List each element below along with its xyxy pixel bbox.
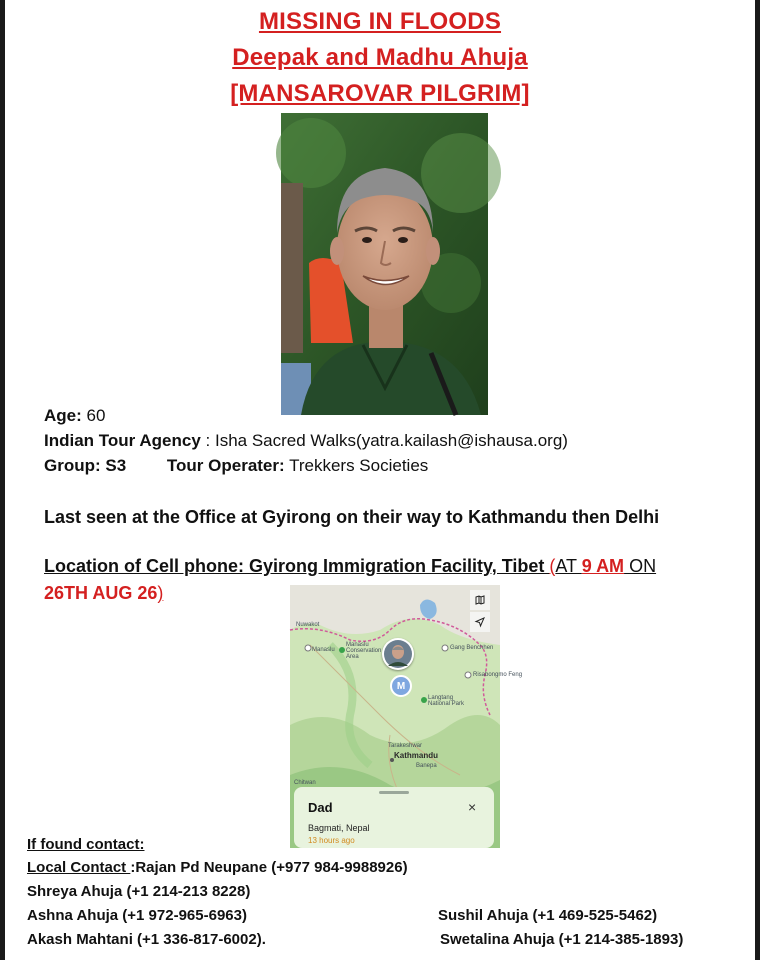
local-contact-value: :Rajan Pd Neupane (+977 984-9988926) (130, 859, 408, 876)
location-prefix: Location of Cell phone: Gyirong Immigration Facility, Tibet (44, 556, 550, 576)
agency-row (44, 431, 568, 451)
location-date: 26TH AUG 26 (44, 583, 158, 603)
marker-badge[interactable]: M (390, 675, 412, 697)
location-on: ON (624, 556, 657, 576)
card-grabber[interactable] (379, 791, 409, 794)
portrait-illustration (281, 113, 488, 415)
missing-person-photo (281, 113, 488, 415)
contact-akash: Akash Mahtani (+1 336-817-6002). (27, 931, 266, 948)
map-label-nuwakot: Nuwakot (296, 622, 320, 628)
location-line (44, 556, 656, 577)
avatar-pin[interactable] (382, 638, 414, 670)
headline-names: Deepak and Madhu Ahuja (232, 44, 528, 71)
location-time: 9 AM (581, 556, 625, 576)
operator-label: Tour Operater: (166, 456, 285, 475)
card-place: Bagmati, Nepal (308, 823, 370, 833)
group-label: Group: S3 (44, 456, 127, 475)
map-label-banepa: Banepa (416, 763, 437, 769)
age-row (44, 406, 105, 426)
map-layers-icon[interactable] (470, 590, 490, 610)
location-paren-open: ( (549, 556, 556, 576)
map-label-gang: Gang Benchhen (450, 645, 494, 651)
map-label-manaslu: Manaslu (312, 647, 335, 653)
headline-missing: MISSING IN FLOODS (258, 8, 502, 35)
location-at: AT (555, 556, 582, 576)
right-edge (755, 0, 760, 960)
age-value: 60 (81, 406, 106, 425)
agency-label: Indian Tour Agency (44, 431, 201, 450)
map-label-langtang: Langtang National Park (428, 695, 465, 707)
operator-value: Trekkers Societies (284, 456, 429, 475)
location-date-line (44, 583, 163, 604)
contact-shreya: Shreya Ahuja (+1 214-213 8228) (27, 883, 251, 900)
arrow-icon (475, 617, 485, 627)
map-label-kathmandu: Kathmandu (394, 751, 438, 760)
contact-ashna: Ashna Ahuja (+1 972-965-6963) (27, 907, 247, 924)
map-label-tarakeshwar: Tarakeshwar (388, 743, 423, 749)
map-label-risabongmo: Risabongmo Feng (473, 672, 523, 678)
contact-heading: If found contact: (27, 836, 145, 853)
left-edge (0, 0, 5, 960)
avatar-icon (382, 638, 414, 670)
map-label-chitwan: Chitwan (294, 780, 316, 786)
headline-pilgrim: [MANSAROVAR PILGRIM] (230, 80, 530, 107)
location-paren-close: ) (157, 583, 164, 603)
age-label: Age: (44, 406, 82, 425)
location-card[interactable] (294, 787, 494, 848)
close-icon[interactable]: × (468, 799, 477, 815)
group-row (44, 456, 428, 476)
agency-value: : Isha Sacred Walks(yatra.kailash@ishausa.org) (200, 431, 568, 450)
local-contact-row (27, 859, 408, 876)
contact-swetalina: Swetalina Ahuja (+1 214-385-1893) (440, 931, 684, 948)
location-arrow-icon[interactable] (470, 612, 490, 632)
map-fold-icon (475, 595, 485, 605)
card-person-name: Dad (308, 800, 333, 815)
local-contact-label: Local Contact (27, 859, 131, 876)
map-label-manaslu-area: Manaslu Conservation Area (346, 642, 382, 660)
card-time: 13 hours ago (308, 836, 355, 845)
last-seen-text: Last seen at the Office at Gyirong on their way to Kathmandu then Delhi (44, 507, 660, 527)
contact-sushil: Sushil Ahuja (+1 469-525-5462) (438, 907, 658, 924)
